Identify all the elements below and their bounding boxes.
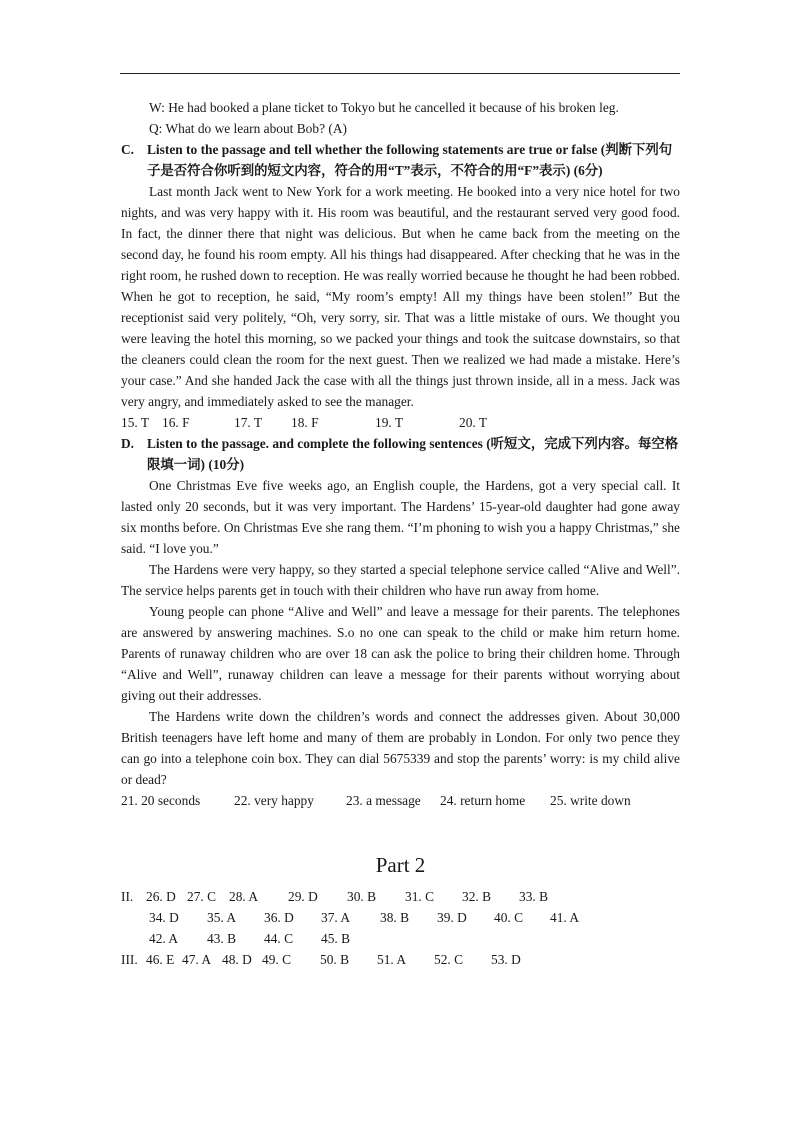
answer-20: 20. T [459, 415, 488, 430]
mc-answer: 42. A [149, 931, 179, 946]
mc-answer: 35. A [207, 910, 237, 925]
section-c-answers [121, 412, 680, 433]
section-ii-row [121, 928, 680, 949]
mc-answer: 53. D [491, 952, 521, 967]
mc-answer: 49. C [262, 952, 292, 967]
section-d-paragraph: The Hardens write down the children’s words and connect the addresses given. About 30,000 British teenagers have left home and many of them are probably in London. For only two pence they can go into a telephone coin box. They can dial 5675339 and stop the parents’ worry: is my child alive or dead? [121, 709, 680, 787]
section-d-paragraph: Young people can phone “Alive and Well” and leave a message for their parents. The telephones are answered by answering machines. S.o no one can speak to the child or make him return home. Parents of runaway children who are over 18 can ask the police to bring their children home. Through “Alive and Well”, runaway children can leave a message for their parents without worrying about giving out their addresses. [121, 604, 680, 703]
answer-15: 15. T [121, 415, 150, 430]
mc-answer: 50. B [320, 952, 350, 967]
answer-17: 17. T [234, 415, 263, 430]
answer-21: 21. 20 seconds [121, 793, 201, 808]
mc-answer: 28. A [229, 889, 259, 904]
mc-answer: 39. D [437, 910, 467, 925]
section-d-answers [121, 790, 680, 811]
section-ii-row [121, 886, 680, 907]
section-c-instruction: Listen to the passage and tell whether the following statements are true or false (判断下列句子是否符合你听到的短文内容，符合的用“T”表示，不符合的用“F”表示) (6分) [147, 142, 673, 178]
answer-23: 23. a message [346, 793, 421, 808]
mc-answer: 34. D [149, 910, 179, 925]
mc-answer: 31. C [405, 889, 435, 904]
answer-18: 18. F [291, 415, 319, 430]
mc-answer: 51. A [377, 952, 407, 967]
mc-answer: 29. D [288, 889, 318, 904]
mc-answer: 52. C [434, 952, 464, 967]
mc-answer: 33. B [519, 889, 549, 904]
answer-16: 16. F [162, 415, 190, 430]
mc-answer: 30. B [347, 889, 377, 904]
answer-22: 22. very happy [234, 793, 314, 808]
header-rule [120, 73, 680, 74]
dialogue-q-line: Q: What do we learn about Bob? (A) [149, 121, 347, 136]
mc-answer: 44. C [264, 931, 294, 946]
section-iii-row [121, 949, 680, 970]
dialogue-w-line: W: He had booked a plane ticket to Tokyo but he cancelled it because of his broken leg. [149, 100, 619, 115]
answer-25: 25. write down [550, 793, 631, 808]
answer-19: 19. T [375, 415, 404, 430]
mc-answer: 36. D [264, 910, 294, 925]
answer-key-page [121, 97, 680, 970]
mc-answer: 27. C [187, 889, 217, 904]
section-iii-label: III. [121, 952, 138, 967]
section-d-instruction: Listen to the passage. and complete the following sentences (听短文，完成下列内容。每空格限填一词) (10分) [147, 436, 679, 472]
section-d-paragraph: The Hardens were very happy, so they started a special telephone service called “Alive and Well”. The service helps parents get in touch with their children who have run away from home. [121, 562, 680, 598]
answer-24: 24. return home [440, 793, 526, 808]
mc-answer: 43. B [207, 931, 237, 946]
mc-answer: 37. A [321, 910, 351, 925]
mc-answer: 40. C [494, 910, 524, 925]
part2-title: Part 2 [375, 853, 426, 877]
section-c-heading [121, 139, 680, 181]
mc-answer: 38. B [380, 910, 410, 925]
section-c-label: C. [121, 142, 135, 157]
mc-answer: 26. D [146, 889, 176, 904]
section-ii-label: II. [121, 889, 134, 904]
mc-answer: 48. D [222, 952, 252, 967]
section-ii-row [121, 907, 680, 928]
section-d-paragraph: One Christmas Eve five weeks ago, an English couple, the Hardens, got a very special call. It lasted only 20 seconds, but it was very important. The Hardens’ 15-year-old daughter had gone away six months before. On Christmas Eve she rang them. “I’m phoning to wish you a happy Christmas,” she said. “I love you.” [121, 478, 680, 556]
mc-answer: 45. B [321, 931, 351, 946]
mc-answer: 41. A [550, 910, 580, 925]
section-d-label: D. [121, 436, 135, 451]
mc-answer: 47. A [182, 952, 212, 967]
mc-answer: 46. E [146, 952, 175, 967]
section-d-heading [121, 433, 680, 475]
mc-answer: 32. B [462, 889, 492, 904]
section-c-passage: Last month Jack went to New York for a work meeting. He booked into a very nice hotel for two nights, and was very happy with it. His room was beautiful, and the restaurant served very good food. In fact, the dinner there that night was delicious. But when he came back from the meeting on the second day, he found his room empty. All his things had disappeared. After checking that he was in the right room, he rushed down to reception. He was really worried because he thought he had been robbed. When he got to reception, he said, “My room’s empty! All my things have been stolen!” But the receptionist said very politely, “Oh, very sorry, sir. That was a little mistake of ours. We thought you were leaving the hotel this morning, so we packed your things and took the suitcase downstairs, so that the cleaners could clean the room for the next guest. Then we realized we had made a mistake. Here’s your case.” And she handed Jack the case with all the things just thrown inside, all in a mess. Jack was very angry, and immediately asked to see the manager. [121, 184, 680, 409]
